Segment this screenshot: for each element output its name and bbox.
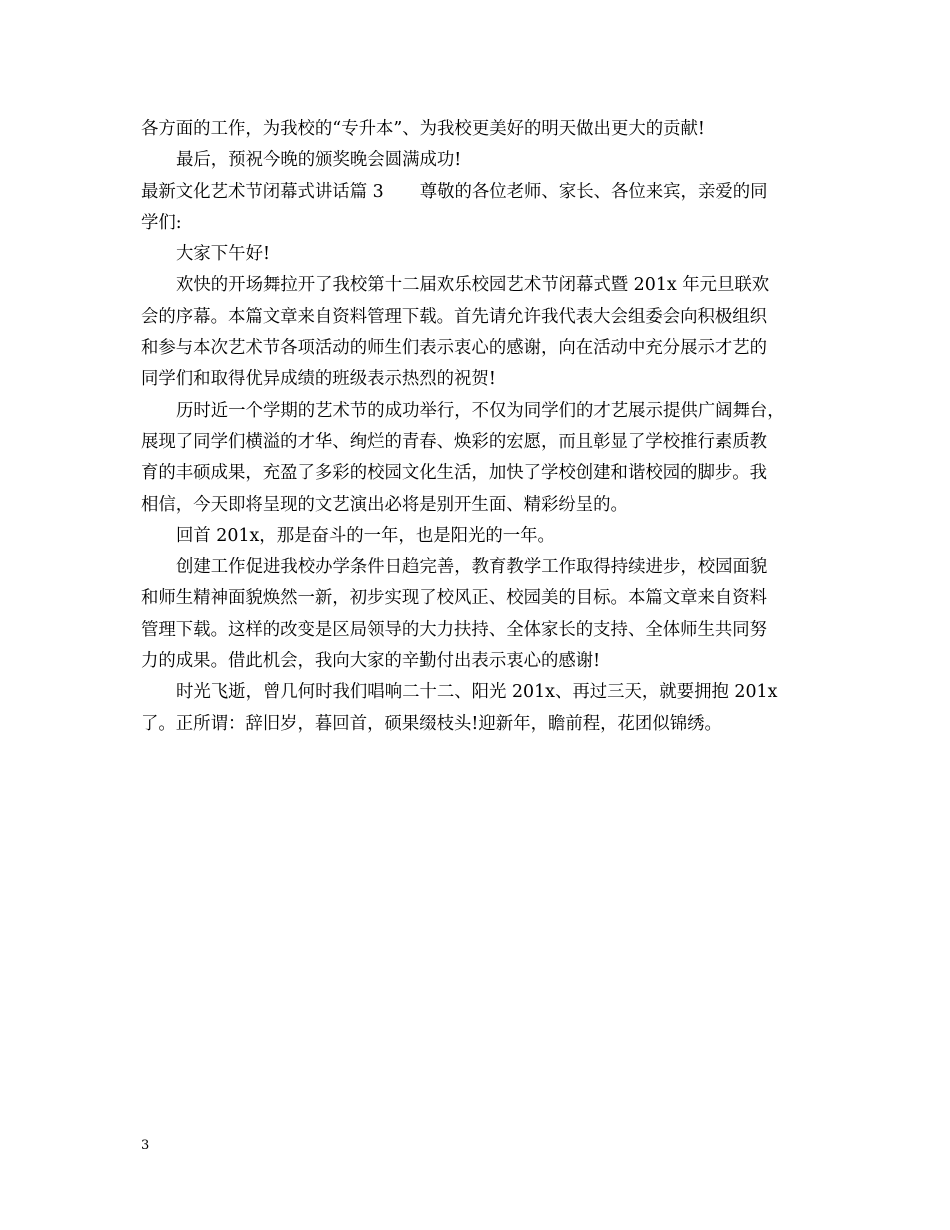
text-line: 会的序幕。本篇文章来自资料管理下载。首先请允许我代表大会组委会向积极组织 <box>141 306 768 327</box>
document-body <box>141 114 821 740</box>
text-line: 同学们和取得优异成绩的班级表示热烈的祝贺! <box>141 369 496 390</box>
text-line: 创建工作促进我校办学条件日趋完善，教育教学工作取得持续进步，校园面貌 <box>176 557 768 578</box>
text-line: 各方面的工作，为我校的“专升本”、为我校更美好的明天做出更大的贡献! <box>141 119 705 139</box>
text-line: 了。正所谓：辞旧岁，暮回首，硕果缀枝头!迎新年，瞻前程，花团似锦绣。 <box>141 713 722 734</box>
text-line: 管理下载。这样的改变是区局领导的大力扶持、全体家长的支持、全体师生共同努 <box>141 619 768 640</box>
text-line: 大家下午好! <box>176 244 270 265</box>
text-line: 和参与本次艺术节各项活动的师生们表示衷心的感谢，向在活动中充分展示才艺的 <box>141 338 768 359</box>
text-line: 和师生精神面貌焕然一新，初步实现了校风正、校园美的目标。本篇文章来自资料 <box>141 588 768 609</box>
text-fragment: 尊敬的各位老师、家长、各位来宾，亲爱的同 <box>419 181 768 202</box>
text-line: 相信，今天即将呈现的文艺演出必将是别开生面、精彩纷呈的。 <box>141 494 628 515</box>
text-line: 力的成果。借此机会，我向大家的辛勤付出表示衷心的感谢! <box>141 651 601 672</box>
text-line: 展现了同学们横溢的才华、绚烂的青春、焕彩的宏愿，而且彰显了学校推行素质教 <box>141 431 768 452</box>
text-line: 最后，预祝今晚的颁奖晚会圆满成功! <box>176 150 462 171</box>
page-number: 3 <box>141 1138 150 1153</box>
text-line: 学们: <box>141 212 182 233</box>
text-line: 欢快的开场舞拉开了我校第十二届欢乐校园艺术节闭幕式暨 201x 年元旦联欢 <box>176 275 770 296</box>
text-line: 历时近一个学期的艺术节的成功举行，不仅为同学们的才艺展示提供广阔舞台， <box>176 400 785 421</box>
section-heading: 最新文化艺术节闭幕式讲话篇 3 <box>141 181 384 202</box>
text-line-with-heading <box>141 177 821 208</box>
text-line: 时光飞逝，曾几何时我们唱响二十二、阳光 201x、再过三天，就要拥抱 201x <box>176 682 778 703</box>
text-line: 回首 201x，那是奋斗的一年，也是阳光的一年。 <box>176 525 555 546</box>
text-line: 育的丰硕成果，充盈了多彩的校园文化生活，加快了学校创建和谐校园的脚步。我 <box>141 463 768 484</box>
